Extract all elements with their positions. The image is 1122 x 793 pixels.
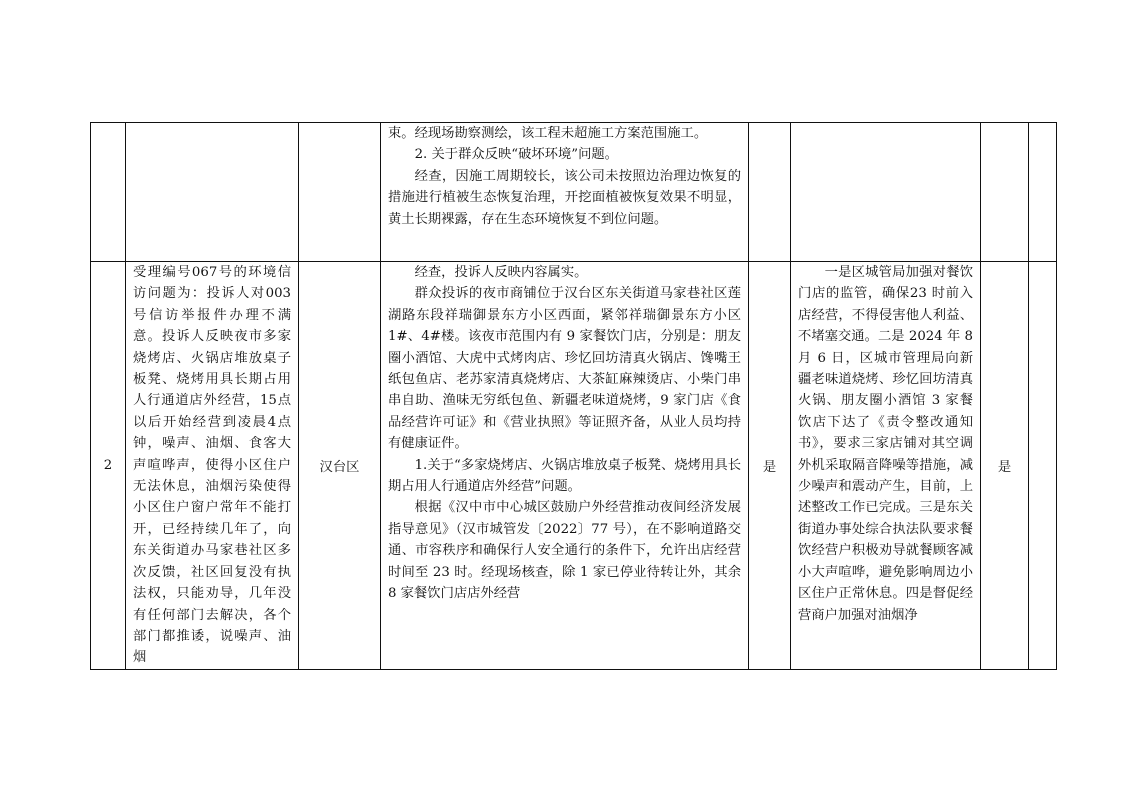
district-cell: 汉台区 <box>299 262 381 670</box>
closed-cell <box>981 123 1029 262</box>
handling-cell <box>791 262 981 670</box>
verified-cell <box>749 123 791 262</box>
note-cell <box>1029 123 1057 262</box>
row-number-cell: 2 <box>91 262 126 670</box>
note-cell <box>1029 262 1057 670</box>
verified-cell: 是 <box>749 262 791 670</box>
handling-cell <box>791 123 981 262</box>
complaint-cell <box>126 123 299 262</box>
finding-cell <box>381 123 749 262</box>
table-row <box>91 262 1057 670</box>
cell-paragraph: 群众投诉的夜市商铺位于汉台区东关街道马家巷社区莲湖路东段祥瑞御景东方小区西面，紧邻祥瑞御景东方小区 1#、4#楼。该夜市范围内有 9 家餐饮门店，分别是：朋友圈小酒馆、大虎中式烤肉店、珍忆回坊清真火锅店、馋嘴王纸包鱼店、老苏家清真烧烤店、大茶缸麻辣烫店、小柴门串串自助、渔味无穷纸包鱼、新疆老味道烧烤，9 家门店《食品经营许可证》和《营业执照》等证照齐备，从业人员均持有健康证件。 <box>388 286 741 452</box>
table-row <box>91 123 1057 262</box>
finding-cell <box>381 262 749 670</box>
complaint-table <box>90 122 1057 670</box>
district-cell <box>299 123 381 262</box>
complaint-cell <box>126 262 299 670</box>
cell-paragraph: 1.关于“多家烧烤店、火锅店堆放桌子板凳、烧烤用具长期占用人行通道店外经营”问题。 <box>388 457 741 495</box>
cell-paragraph: 束。经现场勘察测绘，该工程未超施工方案范围施工。 <box>388 126 708 141</box>
closed-cell: 是 <box>981 262 1029 670</box>
cell-paragraph: 经查，因施工周期较长，该公司未按照边治理边恢复的措施进行植被生态恢复治理，开挖面植被恢复效果不明显，黄土长期裸露，存在生态环境恢复不到位问题。 <box>388 168 741 227</box>
cell-paragraph: 根据《汉中市中心城区鼓励户外经营推动夜间经济发展指导意见》（汉市城管发〔2022〕77 号），在不影响道路交通、市容秩序和确保行人安全通行的条件下，允许出店经营时间至 23 时。经现场核查，除 1 家已停业待转让外，其余 8 家餐饮门店店外经营 <box>388 500 741 602</box>
row-number-cell <box>91 123 126 262</box>
cell-paragraph: 经查，投诉人反映内容属实。 <box>414 265 588 280</box>
cell-paragraph: 一是区城管局加强对餐饮门店的监管，确保23 时前入店经营，不得侵害他人利益、不堵塞交通。二是 2024 年 8 月 6 日，区城市管理局向新疆老味道烧烤、珍忆回坊清真火锅、朋友圈小酒馆 3 家餐饮店下达了《责令整改通知书》，要求三家店铺对其空调外机采取隔音降噪等措施，减少噪声和震动产生，目前，上述整改工作已完成。三是东关街道办事处综合执法队要求餐饮经营户积极劝导就餐顾客减小大声喧哗，避免影响周边小区住户正常休息。四是督促经营商户加强对油烟净 <box>798 265 973 623</box>
cell-paragraph: 2. 关于群众反映“破坏环境”问题。 <box>414 147 618 163</box>
cell-paragraph: 受理编号067号的环境信访问题为：投诉人对003号信访举报件办理不满意。投诉人反映夜市多家烧烤店、火锅店堆放桌子板凳、烧烤用具长期占用人行通道店外经营，15点以后开始经营到凌晨4点钟，噪声、油烟、食客大声喧哗声，使得小区住户无法休息，油烟污染使得小区住户窗户常年不能打开，已经持续几年了，向东关街道办马家巷社区多次反馈，社区回复没有执法权，只能劝导，几年没有任何部门去解决，各个部门都推诿，说噪声、油烟 <box>133 265 291 666</box>
